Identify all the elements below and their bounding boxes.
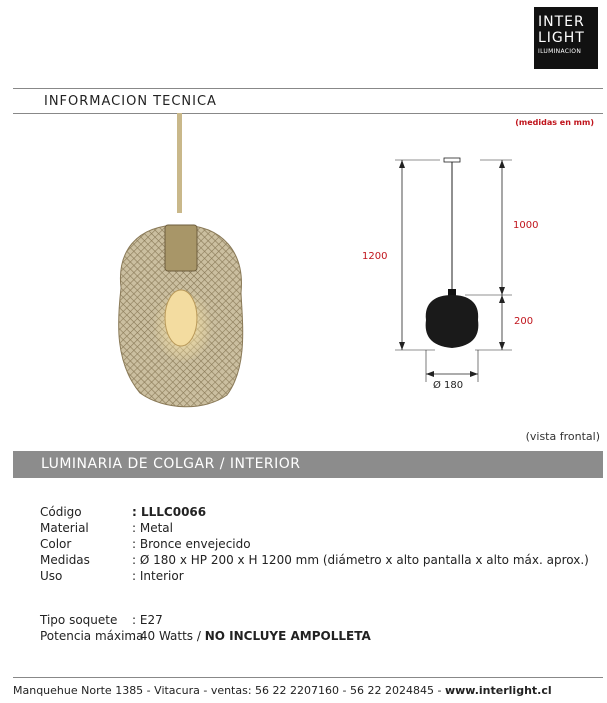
dimension-diagram <box>340 150 560 400</box>
brand-line2: LIGHT <box>538 30 585 46</box>
view-note: (vista frontal) <box>525 430 600 443</box>
spec-value: : Bronce envejecido <box>132 537 251 551</box>
spec-label: Material <box>40 521 89 535</box>
spec-value: : Ø 180 x HP 200 x H 1200 mm (diámetro x alto pantalla x alto máx. aprox.) <box>132 553 589 567</box>
footer-sep: - <box>143 684 155 697</box>
footer-phone2: 56 22 2024845 <box>350 684 434 697</box>
spec-value <box>132 629 371 643</box>
measure-note: (medidas en mm) <box>515 118 594 127</box>
diameter-label: Ø 180 <box>433 380 464 391</box>
spec-label: Código <box>40 505 82 519</box>
spec-label: Potencia máxima <box>40 629 144 643</box>
section-title: INFORMACION TECNICA <box>44 94 217 109</box>
bulb <box>165 290 197 346</box>
brand-logo <box>534 7 598 69</box>
spec-label: Medidas <box>40 553 90 567</box>
category-title: LUMINARIA DE COLGAR / INTERIOR <box>41 456 301 472</box>
spec-label: Tipo soquete <box>40 613 118 627</box>
total-height-label: 1200 <box>362 251 388 262</box>
shade-height-label: 200 <box>514 316 534 327</box>
spec-label: Color <box>40 537 72 551</box>
footer-sales: ventas: 56 22 2207160 <box>210 684 340 697</box>
spec-value: : E27 <box>132 613 163 627</box>
spec-label: Uso <box>40 569 63 583</box>
footer-sep: - <box>433 684 445 697</box>
spec-value-warning: NO INCLUYE AMPOLLETA <box>204 629 371 643</box>
footer-sep: - <box>199 684 211 697</box>
spec-value: : LLLC0066 <box>132 505 207 519</box>
spec-value: : Interior <box>132 569 184 583</box>
socket <box>165 225 197 271</box>
spec-value: : Metal <box>132 521 173 535</box>
brand-line3: ILUMINACION <box>538 48 582 55</box>
diagram-shade <box>426 295 479 348</box>
footer <box>13 684 552 697</box>
product-photo <box>95 113 265 413</box>
cable-height-label: 1000 <box>513 220 539 231</box>
footer-divider <box>13 677 603 678</box>
footer-website-link[interactable]: www.interlight.cl <box>444 684 552 697</box>
footer-sep: - <box>339 684 350 697</box>
footer-address: Manquehue Norte 1385 <box>13 684 144 697</box>
spec-value-text: : 40 Watts / <box>132 629 205 643</box>
brand-line1: INTER <box>538 14 585 30</box>
category-band <box>13 451 603 478</box>
cable <box>177 113 182 213</box>
footer-area: Vitacura <box>154 684 200 697</box>
top-divider <box>13 88 603 89</box>
